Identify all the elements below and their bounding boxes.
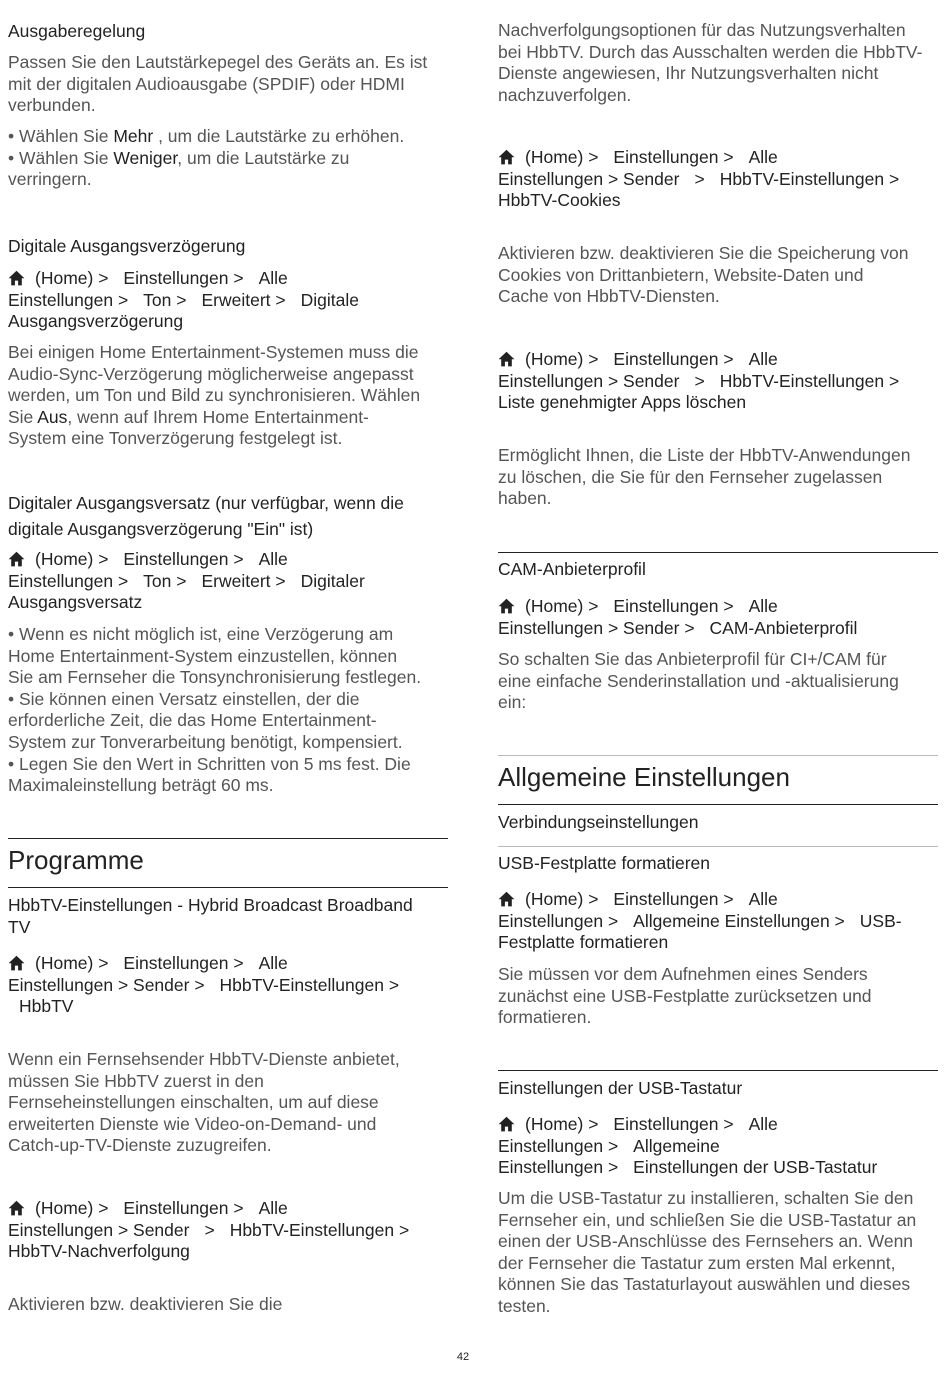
divider xyxy=(498,552,938,553)
paragraph-line: Aktivieren bzw. deaktivieren Sie die xyxy=(8,1294,283,1314)
menu-path-line xyxy=(8,571,365,593)
menu-path-segment: (Home) > xyxy=(525,349,599,369)
menu-path-segment: Einstellungen > Sender xyxy=(498,370,680,391)
heading-line: Ausgaberegelung xyxy=(8,21,146,41)
paragraph-line: müssen Sie HbbTV zuerst in den xyxy=(8,1070,264,1091)
paragraph-line: der Fernseher die Tastatur zum ersten Mal erkennt, xyxy=(498,1252,896,1273)
menu-path-hbbtv-cookies xyxy=(498,147,899,212)
text-run: • Wählen Sie xyxy=(8,126,114,146)
paragraph-line: Aktivieren bzw. deaktivieren Sie die Speicherung von xyxy=(498,243,909,263)
chapter-title: Allgemeine Einstellungen xyxy=(498,762,790,792)
menu-path-segment: Einstellungen > xyxy=(613,1114,734,1134)
menu-path-segment: HbbTV-Einstellungen > xyxy=(219,974,400,995)
text-run: , um die Lautstärke zu xyxy=(177,147,350,168)
menu-path-line xyxy=(498,190,899,212)
bullet-line: • Wenn es nicht möglich ist, eine Verzögerung am xyxy=(8,624,394,644)
menu-path-segment: Alle xyxy=(258,549,288,569)
menu-path-segment: Einstellungen > xyxy=(613,349,734,369)
paragraph-line: Sie müssen vor dem Aufnehmen eines Senders xyxy=(498,964,868,984)
page-number: 42 xyxy=(456,1351,470,1363)
bullet-line: Home Entertainment-System einzustellen, können xyxy=(8,645,398,666)
chapter-title-programme xyxy=(8,845,144,875)
paragraph-line: Cache von HbbTV-Diensten. xyxy=(498,286,720,307)
menu-path-segment: (Home) > xyxy=(525,889,599,909)
menu-path-apps-loeschen xyxy=(498,349,899,414)
subchapter-title-verbindungseinstellungen xyxy=(498,812,698,834)
section-heading-ausgangsverzoegerung xyxy=(8,236,245,258)
menu-path-segment: Ausgangsverzögerung xyxy=(8,311,184,332)
menu-path-hbbtv-nachverfolgung xyxy=(8,1198,409,1263)
menu-path-segment: Alle xyxy=(258,268,288,288)
menu-path-line xyxy=(498,932,902,954)
menu-path-segment: Einstellungen > Sender xyxy=(8,1219,190,1240)
menu-path-usb-tastatur xyxy=(498,1114,877,1179)
menu-path-segment: Alle xyxy=(748,349,778,369)
menu-path-segment: HbbTV-Nachverfolgung xyxy=(8,1241,190,1262)
section-heading-usb-tastatur xyxy=(498,1078,742,1100)
menu-path-segment: (Home) > xyxy=(35,1198,109,1218)
divider xyxy=(498,846,938,847)
menu-path-segment: Ton > xyxy=(143,570,187,591)
bullet-list-ausgangsversatz xyxy=(8,624,421,797)
paragraph-line: erweiterten Dienste wie Video-on-Demand- und xyxy=(8,1113,377,1134)
section-heading-cam xyxy=(498,559,646,581)
menu-path-segment: HbbTV-Einstellungen > xyxy=(229,1219,410,1240)
heading-line: CAM-Anbieterprofil xyxy=(498,559,646,579)
section-heading-usb-festplatte xyxy=(498,853,710,875)
menu-path-line xyxy=(8,996,399,1018)
paragraph-line: einen der USB-Anschlüsse des Fernsehers an. Wenn xyxy=(498,1231,914,1252)
section-heading-hbbtv xyxy=(8,895,413,938)
paragraph-ausgangsverzoegerung xyxy=(8,342,420,450)
paragraph-usb-tastatur xyxy=(498,1188,916,1318)
heading-line: HbbTV-Einstellungen - Hybrid Broadcast Broadband xyxy=(8,895,413,915)
bullet-line: erforderliche Zeit, die das Home Entertainment- xyxy=(8,710,377,731)
text-run: , wenn auf Ihrem Home Entertainment- xyxy=(67,406,369,427)
chapter-title: Programme xyxy=(8,845,144,875)
menu-path-line xyxy=(8,1198,409,1220)
paragraph-apps-loeschen xyxy=(498,445,910,510)
emphasis-weniger: Weniger xyxy=(113,147,178,168)
menu-path-segment: Einstellungen > Sender xyxy=(498,168,680,189)
home-icon xyxy=(498,1116,515,1132)
bullet-line: Sie am Fernseher die Tonsynchronisierung festlegen. xyxy=(8,667,422,688)
menu-path-segment: HbbTV xyxy=(19,996,74,1017)
menu-path-segment: Alle xyxy=(748,1114,778,1134)
menu-path-segment: > xyxy=(694,168,705,189)
paragraph-hbbtv-cookies xyxy=(498,243,909,308)
menu-path-line xyxy=(498,169,899,191)
text-run: , um die Lautstärke zu erhöhen. xyxy=(153,126,405,146)
paragraph-line: Wenn ein Fernsehsender HbbTV-Dienste anbietet, xyxy=(8,1049,400,1069)
menu-path-segment: > xyxy=(694,370,705,391)
paragraph-line: System eine Tonverzögerung festgelegt ist. xyxy=(8,428,343,449)
menu-path-segment: HbbTV-Cookies xyxy=(498,190,621,211)
menu-path-segment: Einstellungen > xyxy=(8,570,129,591)
paragraph-hbbtv-nachverfolgung-continued xyxy=(498,20,922,106)
bullet-line: • Legen Sie den Wert in Schritten von 5 ms fest. Die xyxy=(8,753,411,774)
menu-path-line xyxy=(8,311,359,333)
menu-path-segment: Erweitert > xyxy=(201,570,286,591)
divider xyxy=(8,838,448,839)
menu-path-segment: Einstellungen > xyxy=(613,596,734,616)
paragraph-line: formatieren. xyxy=(498,1007,592,1028)
menu-path-segment: (Home) > xyxy=(525,147,599,167)
section-heading-ausgangsversatz xyxy=(8,490,404,542)
menu-path-segment: Alle xyxy=(258,1198,288,1218)
menu-path-ausgangsversatz xyxy=(8,549,365,614)
menu-path-segment: HbbTV-Einstellungen > xyxy=(719,168,900,189)
section-heading-ausgaberegelung xyxy=(8,21,145,43)
bullet-line xyxy=(8,126,404,148)
menu-path-segment: Ton > xyxy=(143,289,187,310)
bullet-list-ausgaberegelung xyxy=(8,126,404,191)
heading-line: TV xyxy=(8,916,31,937)
menu-path-segment: CAM-Anbieterprofil xyxy=(709,617,858,638)
menu-path-segment: Festplatte formatieren xyxy=(498,932,669,953)
menu-path-segment: Ausgangsversatz xyxy=(8,592,143,613)
paragraph-line: Um die USB-Tastatur zu installieren, schalten Sie den xyxy=(498,1188,914,1208)
paragraph-line: testen. xyxy=(498,1295,551,1316)
menu-path-segment: Allgemeine Einstellungen > xyxy=(633,910,845,931)
paragraph-cam xyxy=(498,649,899,714)
heading-line: Einstellungen der USB-Tastatur xyxy=(498,1078,743,1098)
home-icon xyxy=(498,891,515,907)
menu-path-line xyxy=(8,290,359,312)
menu-path-segment: Liste genehmigter Apps löschen xyxy=(498,392,747,413)
heading-line: Digitaler Ausgangsversatz (nur verfügbar, wenn die xyxy=(8,493,404,513)
paragraph-line: bei HbbTV. Durch das Ausschalten werden die HbbTV- xyxy=(498,41,923,62)
menu-path-segment: (Home) > xyxy=(525,1114,599,1134)
paragraph-hbbtv xyxy=(8,1049,400,1157)
paragraph-ausgaberegelung xyxy=(8,52,427,117)
menu-path-segment: (Home) > xyxy=(35,953,109,973)
paragraph-line: haben. xyxy=(498,488,552,509)
home-icon xyxy=(498,598,515,614)
menu-path-segment: Digitale xyxy=(300,289,359,310)
paragraph-line xyxy=(8,407,420,429)
text-run: verringern. xyxy=(8,169,92,190)
menu-path-segment: Einstellungen > xyxy=(123,268,244,288)
menu-path-line xyxy=(8,975,399,997)
heading-line: USB-Festplatte formatieren xyxy=(498,853,711,873)
paragraph-line: mit der digitalen Audioausgabe (SPDIF) oder HDMI xyxy=(8,73,405,94)
paragraph-line: Bei einigen Home Entertainment-Systemen muss die xyxy=(8,342,419,362)
paragraph-usb-festplatte xyxy=(498,964,872,1029)
divider xyxy=(498,755,938,756)
menu-path-segment: Alle xyxy=(748,889,778,909)
menu-path-segment: Alle xyxy=(258,953,288,973)
menu-path-segment: Alle xyxy=(748,147,778,167)
menu-path-line xyxy=(498,1136,877,1158)
menu-path-segment: Einstellungen > xyxy=(123,1198,244,1218)
menu-path-line xyxy=(8,1241,409,1263)
text-run: • Wählen Sie xyxy=(8,147,114,168)
menu-path-segment: Einstellungen > Sender > xyxy=(498,617,695,638)
paragraph-line: Catch-up-TV-Dienste zuzugreifen. xyxy=(8,1135,272,1156)
menu-path-usb-festplatte xyxy=(498,889,902,954)
menu-path-line xyxy=(498,147,899,169)
menu-path-line xyxy=(498,596,857,618)
paragraph-line: werden, um Ton und Bild zu synchronisieren. Wählen xyxy=(8,385,421,406)
menu-path-line xyxy=(498,618,857,640)
menu-path-segment: Einstellungen > Sender > xyxy=(8,974,205,995)
menu-path-ausgangsverzoegerung xyxy=(8,268,359,333)
home-icon xyxy=(8,270,25,286)
paragraph-line: können Sie das Tastaturlayout auswählen und dieses xyxy=(498,1274,911,1295)
menu-path-segment: Erweitert > xyxy=(201,289,286,310)
menu-path-segment: (Home) > xyxy=(35,549,109,569)
home-icon xyxy=(8,955,25,971)
divider xyxy=(498,804,938,805)
menu-path-segment: Einstellungen der USB-Tastatur xyxy=(633,1157,878,1178)
paragraph-line: ein: xyxy=(498,692,527,713)
paragraph-line: Dienste angewiesen, Ihr Nutzungsverhalten nicht xyxy=(498,63,879,84)
bullet-line: • Sie können einen Versatz einstellen, der die xyxy=(8,688,360,709)
bullet-line: Maximaleinstellung beträgt 60 ms. xyxy=(8,775,274,796)
heading-line: digitale Ausgangsverzögerung "Ein" ist) xyxy=(8,519,314,539)
bullet-line xyxy=(8,148,404,170)
menu-path-segment: > xyxy=(204,1219,215,1240)
paragraph-line: Fernseheinstellungen einschalten, um auf diese xyxy=(8,1092,379,1113)
menu-path-line xyxy=(498,392,899,414)
paragraph-line: zu löschen, die Sie für den Fernseher zugelassen xyxy=(498,466,883,487)
menu-path-segment: (Home) > xyxy=(35,268,109,288)
emphasis-mehr: Mehr xyxy=(113,126,154,146)
menu-path-segment: HbbTV-Einstellungen > xyxy=(719,370,900,391)
menu-path-line xyxy=(498,911,902,933)
paragraph-line: eine einfache Senderinstallation und -aktualisierung xyxy=(498,670,899,691)
paragraph-line: verbunden. xyxy=(8,95,96,116)
home-icon xyxy=(8,1200,25,1216)
menu-path-segment: Einstellungen > xyxy=(123,953,244,973)
divider xyxy=(8,887,448,888)
heading-line: Verbindungseinstellungen xyxy=(498,812,699,832)
menu-path-segment: Einstellungen > xyxy=(613,147,734,167)
chapter-title-allgemeine-einstellungen xyxy=(498,762,790,792)
menu-path-segment: Einstellungen > xyxy=(498,910,619,931)
menu-path-line xyxy=(8,592,365,614)
menu-path-segment: USB- xyxy=(859,910,902,931)
menu-path-segment: Einstellungen > xyxy=(123,549,244,569)
paragraph-line: nachzuverfolgen. xyxy=(498,84,632,105)
bullet-line: System zur Tonverarbeitung benötigt, kompensiert. xyxy=(8,731,403,752)
paragraph-line: Ermöglicht Ihnen, die Liste der HbbTV-Anwendungen xyxy=(498,445,911,465)
menu-path-line xyxy=(498,1157,877,1179)
paragraph-line: zunächst eine USB-Festplatte zurücksetzen und xyxy=(498,985,872,1006)
menu-path-line xyxy=(8,953,399,975)
menu-path-segment: Einstellungen > xyxy=(613,889,734,909)
menu-path-segment: Einstellungen > xyxy=(498,1135,619,1156)
home-icon xyxy=(8,551,25,567)
menu-path-line xyxy=(498,889,902,911)
menu-path-hbbtv xyxy=(8,953,399,1018)
text-run: Sie xyxy=(8,406,38,427)
paragraph-line: Nachverfolgungsoptionen für das Nutzungsverhalten xyxy=(498,20,906,40)
paragraph-line: So schalten Sie das Anbieterprofil für CI+/CAM für xyxy=(498,649,887,669)
paragraph-line: Cookies von Drittanbietern, Website-Daten und xyxy=(498,264,864,285)
paragraph-line: Fernseher ein, und schließen Sie die USB-Tastatur an xyxy=(498,1209,917,1230)
menu-path-line xyxy=(498,371,899,393)
menu-path-line xyxy=(8,268,359,290)
menu-path-cam xyxy=(498,596,857,639)
menu-path-line xyxy=(498,1114,877,1136)
menu-path-line xyxy=(498,349,899,371)
paragraph-hbbtv-nachverfolgung xyxy=(8,1294,282,1316)
menu-path-segment: Alle xyxy=(748,596,778,616)
paragraph-line: Passen Sie den Lautstärkepegel des Geräts an. Es ist xyxy=(8,52,428,72)
home-icon xyxy=(498,149,515,165)
menu-path-segment: Allgemeine xyxy=(633,1135,720,1156)
home-icon xyxy=(498,351,515,367)
menu-path-segment: Einstellungen > xyxy=(498,1157,619,1178)
menu-path-line xyxy=(8,549,365,571)
menu-path-line xyxy=(8,1220,409,1242)
menu-path-segment: Digitaler xyxy=(300,570,365,591)
heading-line: Digitale Ausgangsverzögerung xyxy=(8,236,246,256)
bullet-line xyxy=(8,169,404,191)
menu-path-segment: (Home) > xyxy=(525,596,599,616)
menu-path-segment: Einstellungen > xyxy=(8,289,129,310)
paragraph-line: Audio-Sync-Verzögerung möglicherweise angepasst xyxy=(8,363,414,384)
divider xyxy=(498,1070,938,1071)
emphasis-aus: Aus xyxy=(37,406,68,427)
